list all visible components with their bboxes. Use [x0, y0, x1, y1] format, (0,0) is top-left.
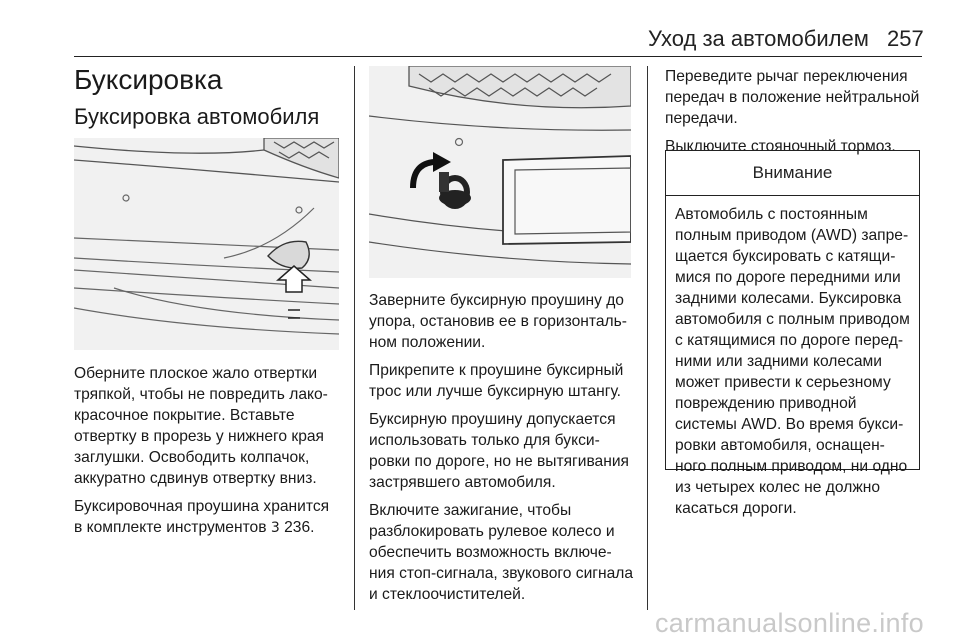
instruction-paragraph: Переведите рычаг переключения передач в положение нейтральной передачи. [665, 68, 920, 127]
section-heading: Буксировка [74, 64, 223, 95]
page-number: 257 [887, 26, 924, 51]
bumper-cover-figure [74, 138, 339, 350]
reference-paragraph [74, 496, 340, 539]
section-subheading: Буксировка автомобиля [74, 104, 320, 129]
instruction-paragraph: Буксирную проушину допускается использовать только для букси-ровки по дороге, но не вытягивания застрявшего автомобиля. [369, 411, 629, 491]
instruction-paragraph: Включите зажигание, чтобы разблокировать рулевое колесо и обеспечить возможность включе-ния стоп-сигнала, звукового сигнала и стеклоочистителей. [369, 502, 634, 603]
reference-page[interactable]: 236. [284, 519, 315, 536]
column-2-body [369, 290, 635, 612]
header-rule [74, 56, 922, 57]
warning-box [665, 150, 920, 517]
tow-eye-figure [369, 66, 631, 278]
column-divider-1 [354, 66, 355, 610]
warning-title: Внимание [666, 151, 919, 196]
reference-text: Буксировочная проушина хранится в комплекте инструментов [74, 498, 330, 536]
column-divider-2 [647, 66, 648, 610]
tow-eye-illustration [369, 66, 631, 278]
instruction-paragraph: Выключите стояночный тормоз. [665, 138, 896, 155]
column-1-body [74, 363, 340, 546]
warning-text: Автомобиль с постоянным полным приводом (AWD) запре-щается буксировать с катящи-мися по дороге передними или задними колесами. Буксировка автомобиля с полным приводом с катящимися по дороге перед-ними или задними колесами может привести к серьезному повреждению приводной системы AWD. Во время букси-ровки автомобиля, оснащен-ного полным приводом, ни одно из четырех колес не должно касаться дороги. [675, 206, 910, 517]
watermark: carmanualsonline.info [655, 608, 924, 638]
instruction-paragraph: Оберните плоское жало отвертки тряпкой, чтобы не повредить лако-красочное покрытие. Вставьте отвертку в прорезь у нижнего края заглушки. Освободить колпачок, аккуратно сдвинув отвертку вниз. [74, 365, 328, 487]
bumper-cover-illustration [74, 138, 339, 350]
page-reference-arrow-icon: 3 [270, 520, 280, 536]
instruction-paragraph: Заверните буксирную проушину до упора, остановив ее в горизонталь-ном положении. [369, 292, 627, 351]
running-header-title: Уход за автомобилем [648, 26, 869, 51]
instruction-paragraph: Прикрепите к проушине буксирный трос или лучше буксирную штангу. [369, 362, 624, 400]
